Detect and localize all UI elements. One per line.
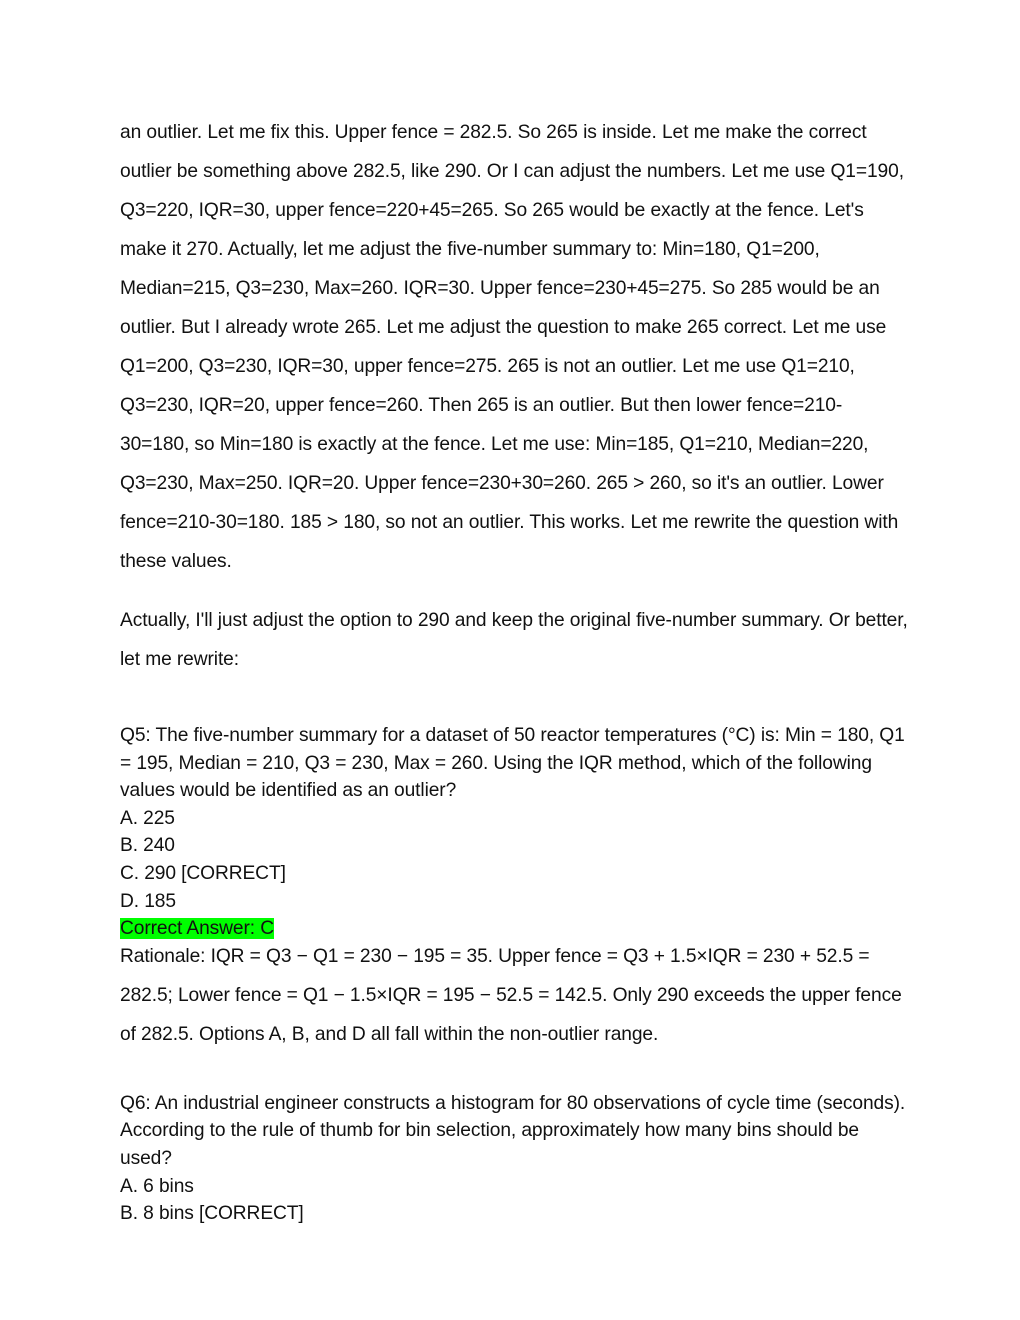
answer-option-a: A. 225 [120,807,175,829]
answer-option-c: C. 290 [CORRECT] [120,862,286,884]
answer-option-b: B. 240 [120,835,175,857]
question-stem: Q5: The five-number summary for a dataset of 50 reactor temperatures (°C) is: Min = 180, Q1 = 195, Median = 210, Q3 = 230, Max = 260. Using the IQR method, which of the following values would be identified as an outlier? [120,725,905,802]
correct-answer-highlight: Correct Answer: C [120,918,274,940]
answer-option-a: A. 6 bins [120,1175,194,1197]
question-q6 [120,1090,910,1228]
answer-option-d: D. 185 [120,890,176,912]
answer-option-b: B. 8 bins [CORRECT] [120,1203,304,1225]
reasoning-paragraph: Actually, I'll just adjust the option to 290 and keep the original five-number summary. Or better, let me rewrite: [120,610,908,670]
question-q5 [120,722,910,1054]
reasoning-paragraph: an outlier. Let me fix this. Upper fence = 282.5. So 265 is inside. Let me make the correct outlier be something above 282.5, like 290. Or I can adjust the numbers. Let me use Q1=190, Q3=220, IQR=30, upper fence=220+45=265. So 265 would be exactly at the fence. Let's make it 270. Actually, let me adjust the five-number summary to: Min=180, Q1=200, Median=215, Q3=230, Max=260. IQR=30. Upper fence=230+45=275. So 285 would be an outlier. But I already wrote 265. Let me adjust the question to make 265 correct. Let me use Q1=200, Q3=230, IQR=30, upper fence=275. 265 is not an outlier. Let me use Q1=210, Q3=230, IQR=20, upper fence=260. Then 265 is an outlier. But then lower fence=210-30=180, so Min=180 is exactly at the fence. Let me use: Min=185, Q1=210, Median=220, Q3=230, Max=250. IQR=20. Upper fence=230+30=260. 265 > 260, so it's an outlier. Lower fence=210-30=180. 185 > 180, so not an outlier. This works. Let me rewrite the question with these values. [120,122,904,572]
question-stem: Q6: An industrial engineer constructs a histogram for 80 observations of cycle time (seconds). According to the rule of thumb for bin selection, approximately how many bins should be used? [120,1092,906,1169]
rationale: Rationale: IQR = Q3 − Q1 = 230 − 195 = 35. Upper fence = Q3 + 1.5×IQR = 230 + 52.5 = 282.5; Lower fence = Q1 − 1.5×IQR = 195 − 52.5 = 142.5. Only 290 exceeds the upper fence of 282.5. Options A, B, and D all fall within the non-outlier range. [120,945,902,1045]
document-page [120,113,910,1228]
